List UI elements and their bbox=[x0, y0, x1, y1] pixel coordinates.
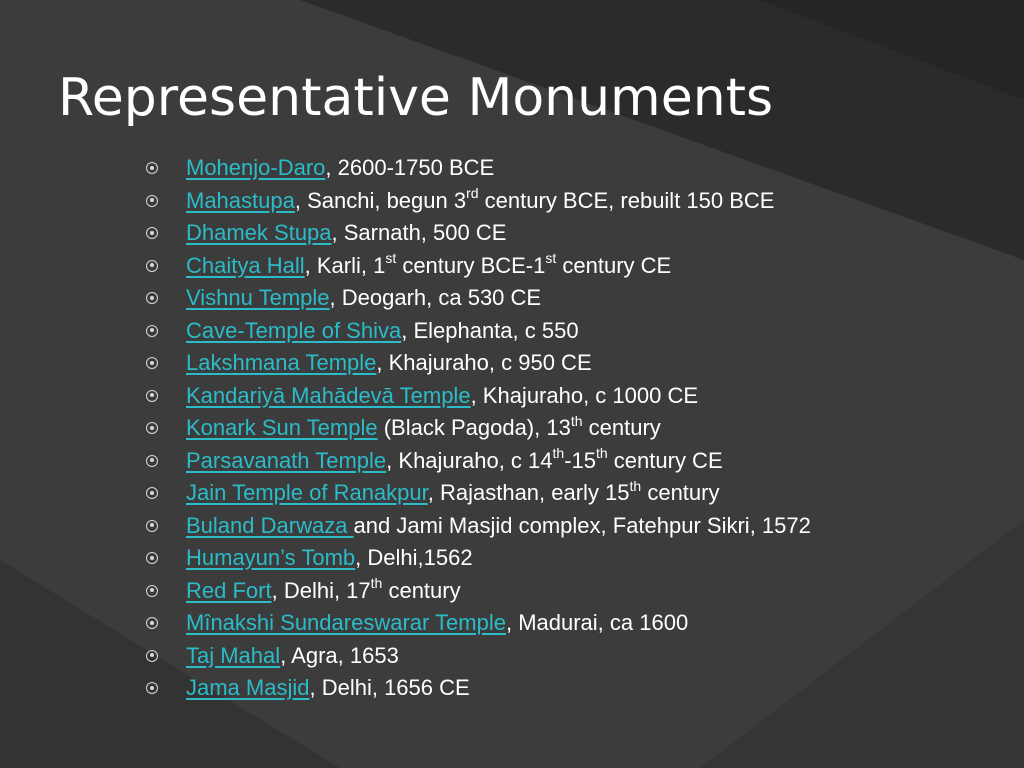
ordinal-suffix: rd bbox=[466, 185, 479, 202]
monument-link[interactable]: Dhamek Stupa bbox=[186, 220, 332, 245]
list-item bbox=[146, 510, 811, 543]
monument-link[interactable]: Red Fort bbox=[186, 577, 272, 603]
item-text: century CE bbox=[607, 447, 723, 473]
item-text: century BCE-1 bbox=[396, 252, 546, 278]
ordinal-suffix: th bbox=[629, 477, 642, 494]
circle-bullet-icon bbox=[146, 552, 158, 564]
item-text: , Sanchi, begun 3 bbox=[294, 187, 467, 213]
item-text: , Delhi,1562 bbox=[355, 545, 473, 570]
item-text: , Deogarh, ca 530 CE bbox=[329, 285, 542, 310]
item-text: , Khajuraho, c 950 CE bbox=[376, 350, 592, 375]
circle-bullet-icon bbox=[146, 227, 158, 239]
monument-link[interactable]: Cave-Temple of Shiva bbox=[186, 317, 402, 343]
ordinal-suffix: st bbox=[545, 250, 557, 267]
slide-title: Representative Monuments bbox=[58, 68, 774, 128]
item-text: , 2600-1750 BCE bbox=[325, 155, 495, 180]
item-text: , Rajasthan, early 15 bbox=[427, 480, 630, 505]
item-text: , Delhi, 1656 CE bbox=[309, 675, 470, 700]
list-item bbox=[146, 185, 811, 218]
list-item bbox=[146, 347, 811, 380]
circle-bullet-icon bbox=[146, 325, 158, 337]
monument-link[interactable]: Buland Darwaza bbox=[186, 512, 354, 538]
item-text: century BCE, rebuilt 150 BCE bbox=[478, 187, 775, 213]
list-item bbox=[146, 380, 811, 413]
list-item bbox=[146, 640, 811, 673]
ordinal-suffix: st bbox=[385, 250, 397, 267]
circle-bullet-icon bbox=[146, 162, 158, 174]
circle-bullet-icon bbox=[146, 617, 158, 629]
circle-bullet-icon bbox=[146, 292, 158, 304]
circle-bullet-icon bbox=[146, 455, 158, 467]
monument-link[interactable]: Kandariyā Mahādevā Temple bbox=[186, 382, 471, 408]
item-text: , Madurai, ca 1600 bbox=[505, 610, 689, 635]
item-text: , Karli, 1 bbox=[304, 252, 386, 278]
monument-link[interactable]: Lakshmana Temple bbox=[186, 350, 377, 375]
circle-bullet-icon bbox=[146, 260, 158, 272]
monument-link[interactable]: Mahastupa bbox=[186, 187, 295, 213]
circle-bullet-icon bbox=[146, 487, 158, 499]
item-text: , Agra, 1653 bbox=[280, 642, 399, 668]
circle-bullet-icon bbox=[146, 682, 158, 694]
item-text: , Elephanta, c 550 bbox=[401, 317, 579, 343]
circle-bullet-icon bbox=[146, 390, 158, 402]
list-item bbox=[146, 412, 811, 445]
circle-bullet-icon bbox=[146, 195, 158, 207]
monument-link[interactable]: Parsavanath Temple bbox=[186, 447, 387, 473]
item-text: century bbox=[582, 415, 661, 440]
item-text: century bbox=[382, 577, 461, 603]
ordinal-suffix: th bbox=[370, 575, 383, 592]
list-item bbox=[146, 217, 811, 250]
monument-link[interactable]: Vishnu Temple bbox=[186, 285, 330, 310]
monument-link[interactable]: Konark Sun Temple bbox=[186, 415, 378, 440]
item-text: and Jami Masjid complex, Fatehpur Sikri, 1572 bbox=[353, 512, 811, 538]
monument-link[interactable]: Chaitya Hall bbox=[186, 252, 305, 278]
list-item bbox=[146, 445, 811, 478]
list-item bbox=[146, 250, 811, 283]
ordinal-suffix: th bbox=[596, 445, 608, 462]
list-item bbox=[146, 152, 811, 185]
list-item bbox=[146, 282, 811, 315]
monument-link[interactable]: Taj Mahal bbox=[186, 642, 281, 668]
list-item bbox=[146, 477, 811, 510]
ordinal-suffix: th bbox=[570, 412, 583, 429]
item-text: century CE bbox=[556, 252, 672, 278]
circle-bullet-icon bbox=[146, 422, 158, 434]
item-text: , Sarnath, 500 CE bbox=[331, 220, 507, 245]
list-item bbox=[146, 607, 811, 640]
list-item bbox=[146, 575, 811, 608]
list-item bbox=[146, 672, 811, 705]
list-item bbox=[146, 542, 811, 575]
item-text: , Khajuraho, c 1000 CE bbox=[470, 382, 699, 408]
monument-list bbox=[146, 152, 811, 705]
monument-link[interactable]: Mînakshi Sundareswarar Temple bbox=[186, 610, 506, 635]
item-text: -15 bbox=[564, 447, 596, 473]
item-text: , Delhi, 17 bbox=[271, 577, 371, 603]
circle-bullet-icon bbox=[146, 585, 158, 597]
monument-link[interactable]: Jain Temple of Ranakpur bbox=[186, 480, 428, 505]
circle-bullet-icon bbox=[146, 357, 158, 369]
ordinal-suffix: th bbox=[552, 445, 565, 462]
circle-bullet-icon bbox=[146, 650, 158, 662]
item-text: , Khajuraho, c 14 bbox=[386, 447, 553, 473]
item-text: (Black Pagoda), 13 bbox=[377, 415, 571, 440]
item-text: century bbox=[641, 480, 720, 505]
monument-link[interactable]: Jama Masjid bbox=[186, 675, 310, 700]
monument-link[interactable]: Mohenjo-Daro bbox=[186, 155, 326, 180]
circle-bullet-icon bbox=[146, 520, 158, 532]
list-item bbox=[146, 315, 811, 348]
monument-link[interactable]: Humayun’s Tomb bbox=[186, 545, 356, 570]
